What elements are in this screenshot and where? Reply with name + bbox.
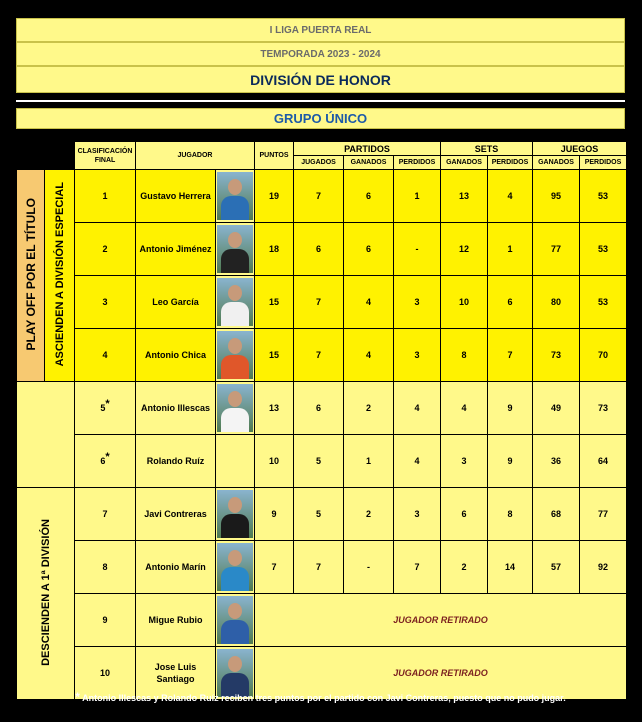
points: 15	[255, 329, 294, 382]
player-name: Antonio Chica	[136, 329, 216, 382]
position: 3	[75, 276, 136, 329]
position: 6*	[75, 435, 136, 488]
avatar	[217, 278, 253, 326]
sets-won: 13	[441, 170, 488, 223]
player-name: Leo García	[136, 276, 216, 329]
sets-lost: 7	[488, 329, 533, 382]
games-lost: 53	[580, 223, 627, 276]
lost: 7	[394, 541, 441, 594]
col-sets: SETS	[441, 142, 533, 156]
played: 6	[294, 223, 344, 276]
points: 9	[255, 488, 294, 541]
avatar	[217, 225, 253, 273]
sets-lost: 1	[488, 223, 533, 276]
won: 2	[344, 382, 394, 435]
col-partidos-jugados: JUGADOS	[294, 156, 344, 170]
table-row	[17, 488, 627, 541]
corner-blank	[17, 142, 75, 170]
played: 7	[294, 329, 344, 382]
sets-won: 8	[441, 329, 488, 382]
position: 9	[75, 594, 136, 647]
col-puntos: PUNTOS	[255, 142, 294, 170]
player-name: Gustavo Herrera	[136, 170, 216, 223]
avatar	[217, 384, 253, 432]
player-photo	[216, 223, 255, 276]
won: 6	[344, 170, 394, 223]
games-won: 49	[533, 382, 580, 435]
table-row	[17, 329, 627, 382]
section-blank	[17, 382, 75, 488]
avatar	[217, 543, 253, 591]
avatar	[217, 172, 253, 220]
col-jugador: JUGADOR	[136, 142, 255, 170]
sets-lost: 9	[488, 435, 533, 488]
games-lost: 53	[580, 276, 627, 329]
points: 13	[255, 382, 294, 435]
league-title: I LIGA PUERTA REAL	[16, 18, 625, 42]
points: 15	[255, 276, 294, 329]
avatar	[217, 490, 253, 538]
position: 8	[75, 541, 136, 594]
table-row	[17, 170, 627, 223]
points: 7	[255, 541, 294, 594]
sets-lost: 4	[488, 170, 533, 223]
sets-lost: 9	[488, 382, 533, 435]
footnote-text: Antonio Illescas y Rolando Ruíz reciben tres puntos por el partido con Javi Contreras, puesto que no pudo jugar.	[82, 693, 566, 703]
player-name: Antonio Jiménez	[136, 223, 216, 276]
games-lost: 53	[580, 170, 627, 223]
col-juegos: JUEGOS	[533, 142, 627, 156]
table-row	[17, 382, 627, 435]
games-won: 77	[533, 223, 580, 276]
col-partidos-ganados: GANADOS	[344, 156, 394, 170]
played: 6	[294, 382, 344, 435]
games-won: 80	[533, 276, 580, 329]
player-name: Migue Rubio	[136, 594, 216, 647]
games-lost: 64	[580, 435, 627, 488]
played: 5	[294, 435, 344, 488]
position: 1	[75, 170, 136, 223]
lost: 3	[394, 329, 441, 382]
player-photo	[216, 382, 255, 435]
col-partidos: PARTIDOS	[294, 142, 441, 156]
won: -	[344, 541, 394, 594]
lost: 3	[394, 276, 441, 329]
retired-label: JUGADOR RETIRADO	[255, 647, 627, 700]
position: 4	[75, 329, 136, 382]
player-name: Rolando Ruíz	[136, 435, 216, 488]
won: 2	[344, 488, 394, 541]
section-desciende: DESCIENDEN A 1ª DIVISIÓN	[17, 488, 75, 700]
standings-table	[16, 141, 627, 700]
games-lost: 77	[580, 488, 627, 541]
won: 4	[344, 329, 394, 382]
col-juegos-ganados: GANADOS	[533, 156, 580, 170]
lost: -	[394, 223, 441, 276]
avatar	[217, 596, 253, 644]
points: 19	[255, 170, 294, 223]
games-lost: 70	[580, 329, 627, 382]
table-row	[17, 223, 627, 276]
avatar	[217, 331, 253, 379]
footnote	[16, 690, 625, 704]
played: 5	[294, 488, 344, 541]
group-title: GRUPO ÚNICO	[16, 108, 625, 129]
sets-lost: 14	[488, 541, 533, 594]
played: 7	[294, 541, 344, 594]
col-clasificacion: CLASIFICACIÓN FINAL	[75, 142, 136, 170]
table-row	[17, 541, 627, 594]
player-photo	[216, 329, 255, 382]
sets-won: 2	[441, 541, 488, 594]
player-name: Javi Contreras	[136, 488, 216, 541]
col-sets-ganados: GANADOS	[441, 156, 488, 170]
games-won: 68	[533, 488, 580, 541]
lost: 4	[394, 435, 441, 488]
lost: 4	[394, 382, 441, 435]
position: 2	[75, 223, 136, 276]
sets-lost: 8	[488, 488, 533, 541]
division-title: DIVISIÓN DE HONOR	[16, 66, 625, 93]
lost: 1	[394, 170, 441, 223]
played: 7	[294, 276, 344, 329]
sets-lost: 6	[488, 276, 533, 329]
won: 4	[344, 276, 394, 329]
retired-label: JUGADOR RETIRADO	[255, 594, 627, 647]
col-partidos-perdidos: PERDIDOS	[394, 156, 441, 170]
player-photo	[216, 276, 255, 329]
table-row	[17, 276, 627, 329]
season-title: TEMPORADA 2023 - 2024	[16, 42, 625, 66]
section-playoff: PLAY OFF POR EL TÍTULO	[17, 170, 45, 382]
player-name: Antonio Illescas	[136, 382, 216, 435]
player-photo	[216, 170, 255, 223]
position: 10	[75, 647, 136, 700]
table-row	[17, 594, 627, 647]
games-won: 36	[533, 435, 580, 488]
player-photo-empty	[216, 435, 255, 488]
col-juegos-perdidos: PERDIDOS	[580, 156, 627, 170]
col-sets-perdidos: PERDIDOS	[488, 156, 533, 170]
divider	[16, 100, 625, 102]
sets-won: 3	[441, 435, 488, 488]
games-lost: 92	[580, 541, 627, 594]
points: 10	[255, 435, 294, 488]
position: 5*	[75, 382, 136, 435]
points: 18	[255, 223, 294, 276]
player-name: Jose Luis Santiago	[136, 647, 216, 700]
won: 1	[344, 435, 394, 488]
player-name: Antonio Marín	[136, 541, 216, 594]
footnote-star: *	[75, 690, 80, 704]
section-asciende: ASCIENDEN A DIVISIÓN ESPECIAL	[45, 170, 75, 382]
won: 6	[344, 223, 394, 276]
lost: 3	[394, 488, 441, 541]
games-won: 57	[533, 541, 580, 594]
played: 7	[294, 170, 344, 223]
player-photo	[216, 488, 255, 541]
position: 7	[75, 488, 136, 541]
sets-won: 6	[441, 488, 488, 541]
player-photo	[216, 594, 255, 647]
sets-won: 4	[441, 382, 488, 435]
table-row	[17, 435, 627, 488]
games-won: 73	[533, 329, 580, 382]
sets-won: 10	[441, 276, 488, 329]
games-lost: 73	[580, 382, 627, 435]
sets-won: 12	[441, 223, 488, 276]
player-photo	[216, 541, 255, 594]
games-won: 95	[533, 170, 580, 223]
